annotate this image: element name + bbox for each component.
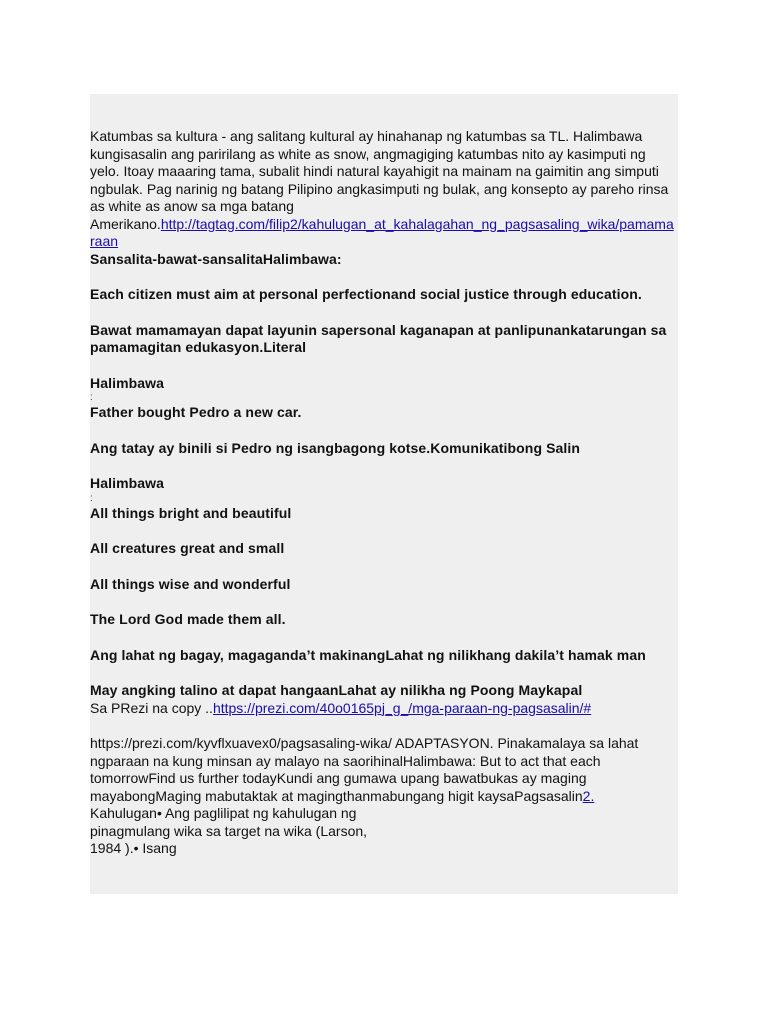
poem-line-1: All things bright and beautiful [90, 504, 292, 521]
english-sentence-2: Father bought Pedro a new car. [90, 404, 302, 420]
outro-paragraph [90, 735, 676, 805]
poem-line-3: All things wise and wonderful [90, 575, 291, 592]
filipino-poem-line-1: Ang lahat ng bagay, magaganda’t makinangLahat ng nilikhang dakila’t hamak man [90, 646, 646, 663]
outro-text: https://prezi.com/kyvflxuavex0/pagsasaling-wika/ ADAPTASYON. Pinakamalaya sa lahat ngparaan na kung minsan ay malayo na saorihinalHalimbawa: But to act that each tomorrowFind us further todayKundi ang gumawa upang bawatbukas ay maging mayabongMaging mabutaktak at magingthanmabungang higit kaysaPagsasalin [90, 735, 639, 804]
tagtag-link[interactable]: http://tagtag.com/filip2/kahulugan_at_kahalagahan_ng_pagsasaling_wika/pamamaraan [90, 215, 674, 249]
halimbawa-label-1: Halimbawa [90, 374, 165, 391]
outro-line-3: pinagmulang wika sa target na wika (Larson, [90, 822, 368, 839]
filipino-sentence-1: Bawat mamamayan dapat layunin sapersonal kaganapan at panlipunankatarungan sa pamamagitan edukasyon.Literal [90, 321, 667, 355]
filipino-poem-line-2: May angking talino at dapat hangaanLahat ay nilikha ng Poong Maykapal [90, 682, 583, 698]
document-page [90, 94, 678, 894]
colon-1: : [90, 392, 93, 403]
page-2-link[interactable]: 2. [582, 787, 595, 804]
poem-line-4: The Lord God made them all. [90, 611, 286, 627]
outro-line-2: Kahulugan• Ang paglilipat ng kahulugan ng [90, 805, 357, 821]
intro-paragraph [90, 128, 676, 251]
outro-line-4: 1984 ).• Isang [90, 840, 177, 856]
english-sentence-1: Each citizen must aim at personal perfectionand social justice through education. [90, 286, 642, 302]
prezi-line [90, 700, 676, 718]
filipino-sentence-2: Ang tatay ay binili si Pedro ng isangbagong kotse.Komunikatibong Salin [90, 439, 581, 456]
halimbawa-label-2: Halimbawa [90, 475, 165, 491]
poem-line-2: All creatures great and small [90, 540, 285, 556]
prezi-link[interactable]: https://prezi.com/40o0165pj_g_/mga-paraan-ng-pagsasalin/# [212, 699, 592, 716]
colon-2: : [90, 492, 93, 504]
intro-text: Katumbas sa kultura - ang salitang kultural ay hinahanap ng katumbas sa TL. Halimbawa kungisasalin ang paririlang as white as snow, angmagiging katumbas nito ay kasimputi ng yelo. Itoay maaaring tama, subalit hindi natural kayahigit na mainam na gaimitin ang simputi ngbulak. Pag narinig ng batang Pilipino angkasimputi ng bulak, ang konsepto ay pareho rinsa as white as anow sa mga batang Amerikano. [90, 128, 669, 232]
heading-sansalita: Sansalita-bawat-sansalitaHalimbawa: [90, 250, 342, 267]
prezi-prefix: Sa PRezi na copy .. [90, 699, 213, 716]
